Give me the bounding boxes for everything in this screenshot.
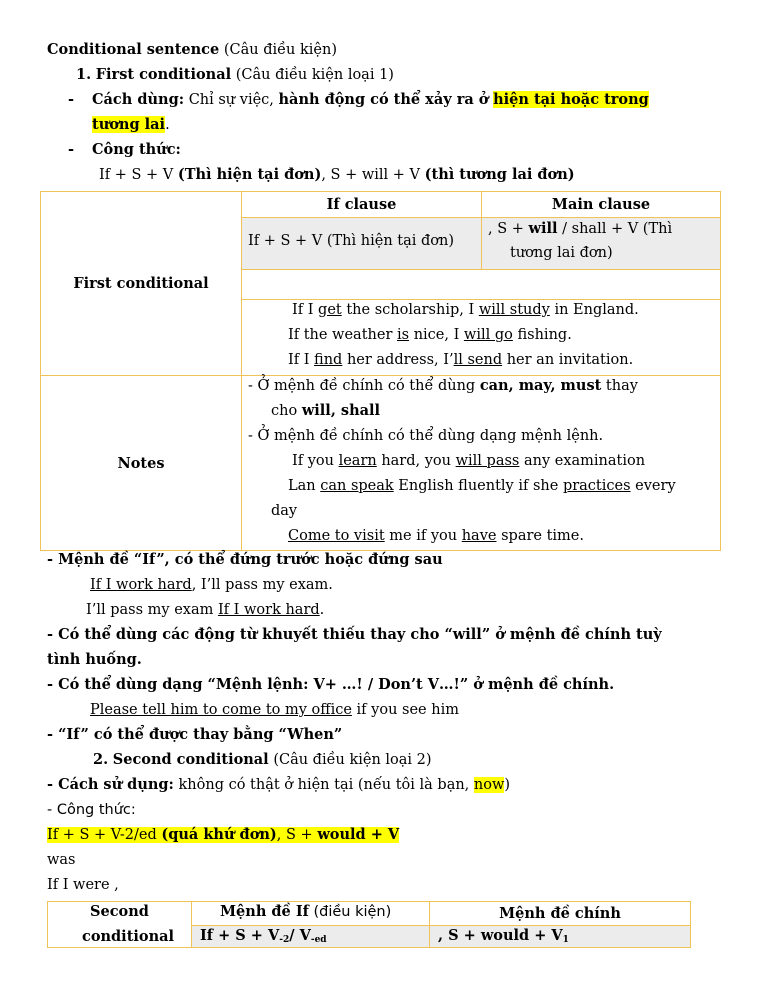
note-example-2: Lan can speak English fluently if she practices every: [288, 478, 676, 494]
table2-row-label-cell: [47, 901, 192, 948]
page-title: Conditional sentence (Câu điều kiện): [47, 41, 337, 58]
first-usage-line: -: [68, 91, 75, 108]
rule-2-cont: tình huống.: [47, 651, 142, 668]
table2-if-formula: $If + S + V_{-2}/$ $V_{-ed}$: [200, 927, 327, 945]
rule-3: - Có thể dùng dạng “Mệnh lệnh: V+ …! / Don’t V…!” ở mệnh đề chính.: [47, 676, 615, 693]
table2-if-formula-cell: [191, 925, 430, 948]
first-formula: If + S + V (Thì hiện tại đơn), S + will + V (thì tương lai đơn): [99, 166, 575, 183]
note-example-1: If you learn hard, you will pass any examination: [292, 453, 646, 469]
table1-notes-cell: [241, 375, 721, 551]
table2-header-if: [191, 901, 430, 926]
table2-main-formula-cell: [429, 925, 691, 948]
table2-header-main: Mệnh đề chính: [429, 901, 691, 926]
rule-2: - Có thể dùng các động từ khuyết thiếu thay cho “will” ở mệnh đề chính tuỳ: [47, 626, 662, 643]
note-example-3: Come to visit me if you have spare time.: [288, 528, 584, 544]
table2-main-formula: , S + would + $V_1$: [438, 927, 569, 945]
table1-main-formula: , S + will / shall + V (Thì: [488, 220, 673, 237]
first-formula-dash: -: [68, 141, 75, 158]
second-were: If I were ,: [47, 877, 119, 893]
table1-example-3: If I find her address, I’ll send her an invitation.: [288, 352, 634, 368]
table1-main-formula-cell: [481, 217, 721, 270]
rule-3-example: Please tell him to come to my office if you see him: [90, 702, 459, 718]
table1-header-main: Main clause: [481, 191, 721, 218]
rule-1-example-1: If I work hard, I’ll pass my exam.: [90, 577, 333, 593]
table1-examples-cell: [241, 299, 721, 376]
table2-row-label-2: conditional: [82, 928, 175, 945]
second-was: was: [47, 852, 76, 868]
first-conditional-heading: 1. First conditional (Câu điều kiện loại 1): [76, 66, 394, 83]
table1-empty-row: [241, 269, 721, 300]
second-formula-label: - Công thức:: [47, 802, 136, 818]
rule-4: - “If” có thể được thay bằng “When”: [47, 726, 343, 743]
second-formula: If + S + V-2/ed (quá khứ đơn), S + would + V: [47, 826, 400, 843]
rule-1-example-2: I’ll pass my exam If I work hard.: [86, 602, 325, 618]
first-usage-text: Cách dùng: Chỉ sự việc, hành động có thể xảy ra ở hiện tại hoặc trong: [92, 91, 649, 108]
rule-1: - Mệnh đề “If”, có thể đứng trước hoặc đứng sau: [47, 551, 443, 568]
first-usage-cont: tương lai.: [92, 116, 170, 133]
note-1: - Ở mệnh đề chính có thể dùng can, may, must thay: [248, 377, 638, 394]
first-formula-label: Công thức:: [92, 141, 181, 158]
table1-if-formula: If + S + V (Thì hiện tại đơn): [248, 233, 454, 249]
second-usage: - Cách sử dụng: không có thật ở hiện tại (nếu tôi là bạn, now): [47, 776, 511, 793]
table2-header-if-text: Mệnh đề If (điều kiện): [220, 903, 392, 920]
table1-example-2: If the weather is nice, I will go fishing.: [288, 327, 572, 343]
table1-notes-label-cell: Notes: [40, 375, 242, 551]
table2-row-label-1: Second: [90, 903, 149, 920]
note-2: - Ở mệnh đề chính có thể dùng dạng mệnh lệnh.: [248, 428, 604, 444]
table1-example-1: If I get the scholarship, I will study in England.: [292, 302, 639, 318]
note-1-cont: cho will, shall: [271, 402, 381, 419]
table1-main-formula-cont: tương lai đơn): [510, 245, 613, 261]
table1-if-formula-cell: [241, 217, 482, 270]
table1-header-if: If clause: [241, 191, 482, 218]
table1-row-label-cell: First conditional: [40, 191, 242, 376]
note-example-2-cont: day: [271, 503, 298, 519]
second-conditional-heading: 2. Second conditional (Câu điều kiện loại 2): [93, 751, 432, 768]
